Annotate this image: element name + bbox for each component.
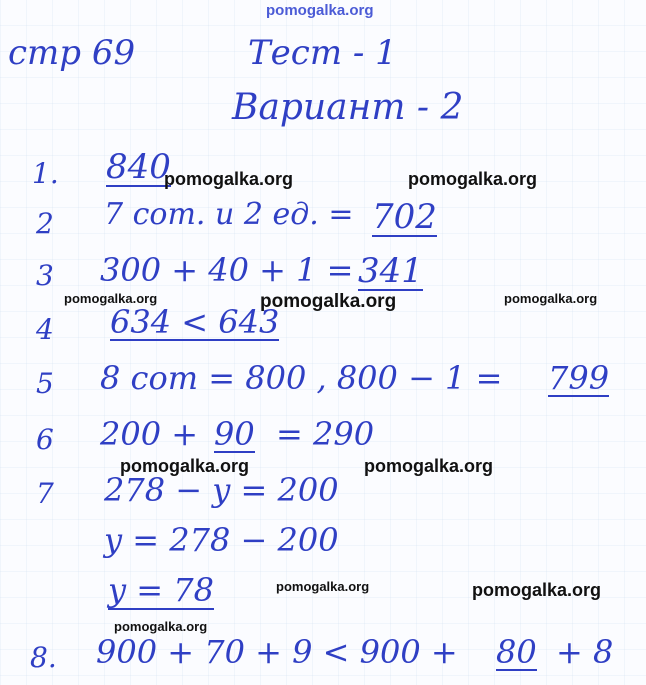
watermark: pomogalka.org — [472, 580, 602, 600]
page-number: стр 69 — [8, 33, 136, 73]
item-7-line-3: y = 78 — [108, 571, 214, 609]
item-5-answer: 799 — [548, 359, 610, 397]
item-3-text: 300 + 40 + 1 = — [100, 251, 354, 289]
item-4-number: 4 — [36, 313, 54, 346]
item-1-answer: 840 — [106, 147, 171, 187]
item-7-line-2: y = 278 − 200 — [104, 521, 339, 559]
watermark: pomogalka.org — [504, 291, 598, 306]
watermark: pomogalka.org — [120, 456, 250, 476]
item-8-number: 8. — [30, 641, 57, 674]
item-8-text-a: 900 + 70 + 9 < 900 + — [96, 633, 458, 671]
item-4-answer: 634 < 643 — [110, 303, 280, 341]
item-3-number: 3 — [36, 259, 54, 292]
item-7-line-1: 278 − y = 200 — [104, 471, 339, 509]
item-6-text-b: = 290 — [276, 415, 375, 453]
item-8-text-b: + 8 — [556, 633, 614, 671]
item-6-answer: 90 — [214, 415, 255, 453]
item-2-number: 2 — [36, 207, 54, 240]
watermark: pomogalka.org — [64, 291, 158, 306]
item-3-answer: 341 — [358, 251, 423, 291]
watermark: pomogalka.org — [408, 169, 538, 189]
watermark: pomogalka.org — [276, 579, 370, 594]
item-6-text-a: 200 + — [100, 415, 199, 453]
item-8-answer: 80 — [496, 633, 537, 671]
watermark: pomogalka.org — [114, 619, 208, 634]
watermark: pomogalka.org — [164, 169, 294, 189]
item-7-number: 7 — [36, 477, 54, 510]
watermark-top: pomogalka.org — [266, 2, 374, 19]
item-5-number: 5 — [36, 367, 54, 400]
watermark: pomogalka.org — [364, 456, 494, 476]
item-5-text: 8 сот = 800 , 800 − 1 = — [100, 359, 503, 397]
item-6-number: 6 — [36, 423, 54, 456]
watermark: pomogalka.org — [260, 291, 397, 312]
variant-title: Вариант - 2 — [232, 87, 464, 128]
item-2-answer: 702 — [372, 197, 437, 237]
test-title: Тест - 1 — [248, 33, 397, 73]
item-1-number: 1. — [32, 157, 59, 190]
item-2-text: 7 сот. и 2 ед. = — [104, 197, 354, 232]
